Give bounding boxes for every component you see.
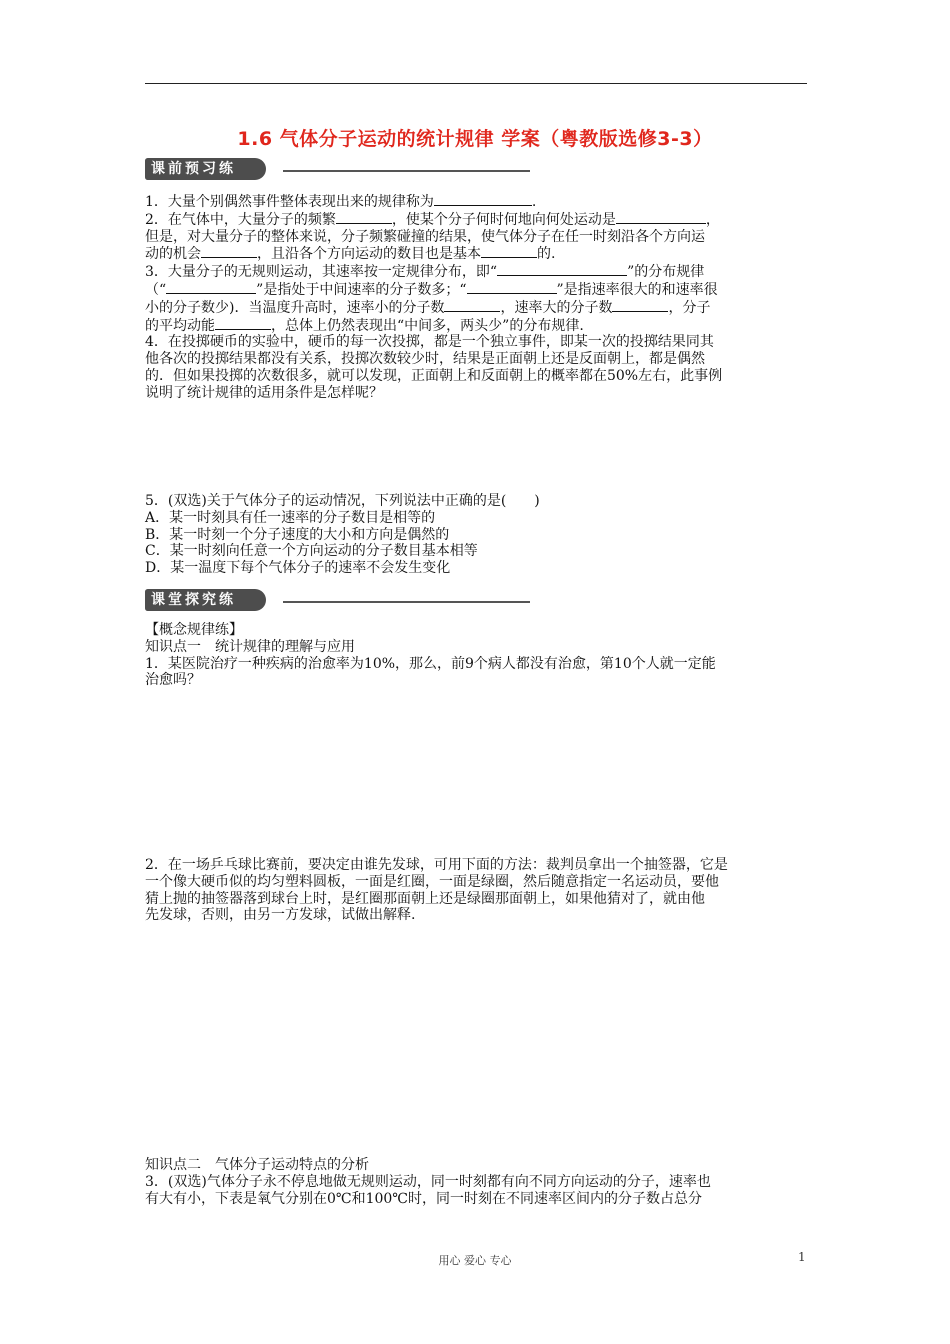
question-5-stem: 5．(双选)关于气体分子的运动情况，下列说法中正确的是( ) — [145, 493, 540, 509]
banner-line — [283, 170, 530, 172]
problem-3-line: 有大有小，下表是氧气分别在0℃和100℃时，同一时刻在不同速率区间内的分子数占总分 — [145, 1190, 702, 1207]
problem-2-line: 猜上抛的抽签器落到球台上时，是红圈那面朝上还是绿圈那面朝上，如果他猜对了，就由他 — [145, 890, 705, 907]
question-2-line-1: 2．在气体中，大量分子的频繁 ，使某个分子何时何地向何处运动是 ， — [145, 211, 720, 228]
question-4-line: 4．在投掷硬币的实验中，硬币的每一次投掷，都是一个独立事件，即某一次的投掷结果同其 — [145, 334, 714, 351]
concept-heading: 【概念规律练】 — [145, 622, 243, 638]
footer-text: 用心 爱心 专心 — [438, 1254, 512, 1267]
question-3-line-3: 小的分子数少)．当温度升高时，速率小的分子数 ，速率大的分子数 ，分子 — [145, 299, 711, 316]
question-5 — [145, 493, 807, 577]
section-label-preview: 课前预习练 — [145, 158, 266, 180]
question-5-option: D．某一温度下每个气体分子的速率不会发生变化 — [145, 560, 451, 577]
knowledge-point-2: 知识点二 气体分子运动特点的分析 — [145, 1157, 369, 1173]
question-2-line-3: 动的机会 ，且沿各个方向运动的数目也是基本 的. — [145, 246, 556, 263]
question-5-option: B．某一时刻一个分子速度的大小和方向是偶然的 — [145, 526, 450, 543]
header-rule — [145, 83, 807, 84]
problem-3-line: 3．(双选)气体分子永不停息地做无规则运动，同一时刻都有向不同方向运动的分子，速率也 — [145, 1173, 711, 1190]
explore-block-2 — [145, 1157, 807, 1207]
problem-2-line: 2．在一场乒乓球比赛前，要决定由谁先发球，可用下面的方法：裁判员拿出一个抽签器，它是 — [145, 857, 728, 873]
problem-2-line: 一个像大硬币似的均匀塑料圆板，一面是红圈，一面是绿圈，然后随意指定一名运动员，要他 — [145, 873, 719, 890]
question-1: 1．大量个别偶然事件整体表现出来的规律称为 . — [145, 194, 537, 210]
question-4-line: 的．但如果投掷的次数很多，就可以发现，正面朝上和反面朝上的概率都在50%左右，此事例 — [145, 367, 723, 384]
banner-dot-icon — [266, 163, 278, 175]
question-5-option: C．某一时刻向任意一个方向运动的分子数目基本相等 — [145, 543, 478, 560]
question-3-line-1: 3．大量分子的无规则运动，其速率按一定规律分布，即“ ”的分布规律 — [145, 264, 705, 281]
question-3-line-4: 的平均动能 ，总体上仍然表现出“中间多，两头少”的分布规律. — [145, 317, 584, 334]
question-2-line-2: 但是，对大量分子的整体来说，分子频繁碰撞的结果，使气体分子在任一时刻沿各个方向运 — [145, 228, 705, 245]
section-label-explore: 课堂探究练 — [145, 589, 266, 611]
question-5-option: A．某一时刻具有任一速率的分子数目是相等的 — [145, 509, 436, 526]
problem-2 — [145, 857, 807, 924]
page-number: 1 — [798, 1250, 806, 1264]
preview-block — [145, 193, 807, 402]
page-title: 1.6 气体分子运动的统计规律 学案（粤教版选修3-3） — [237, 128, 713, 150]
explore-block-1 — [145, 622, 807, 689]
problem-1-line: 治愈吗？ — [145, 672, 201, 689]
question-4-line: 说明了统计规律的适用条件是怎样呢？ — [145, 384, 383, 401]
banner-line — [283, 601, 530, 603]
question-3-line-2: （“ ”是指处于中间速率的分子数多；“ ”是指速率很大的和速率很 — [145, 281, 718, 298]
knowledge-point-1: 知识点一 统计规律的理解与应用 — [145, 638, 355, 655]
question-4-line: 他各次的投掷结果都没有关系，投掷次数较少时，结果是正面朝上还是反面朝上，都是偶然 — [145, 351, 705, 368]
problem-1-line: 1．某医院治疗一种疾病的治愈率为10%，那么，前9个病人都没有治愈，第10个人就一定能 — [145, 655, 716, 672]
banner-dot-icon — [266, 594, 278, 606]
problem-2-line: 先发球，否则，由另一方发球，试做出解释. — [145, 907, 416, 924]
